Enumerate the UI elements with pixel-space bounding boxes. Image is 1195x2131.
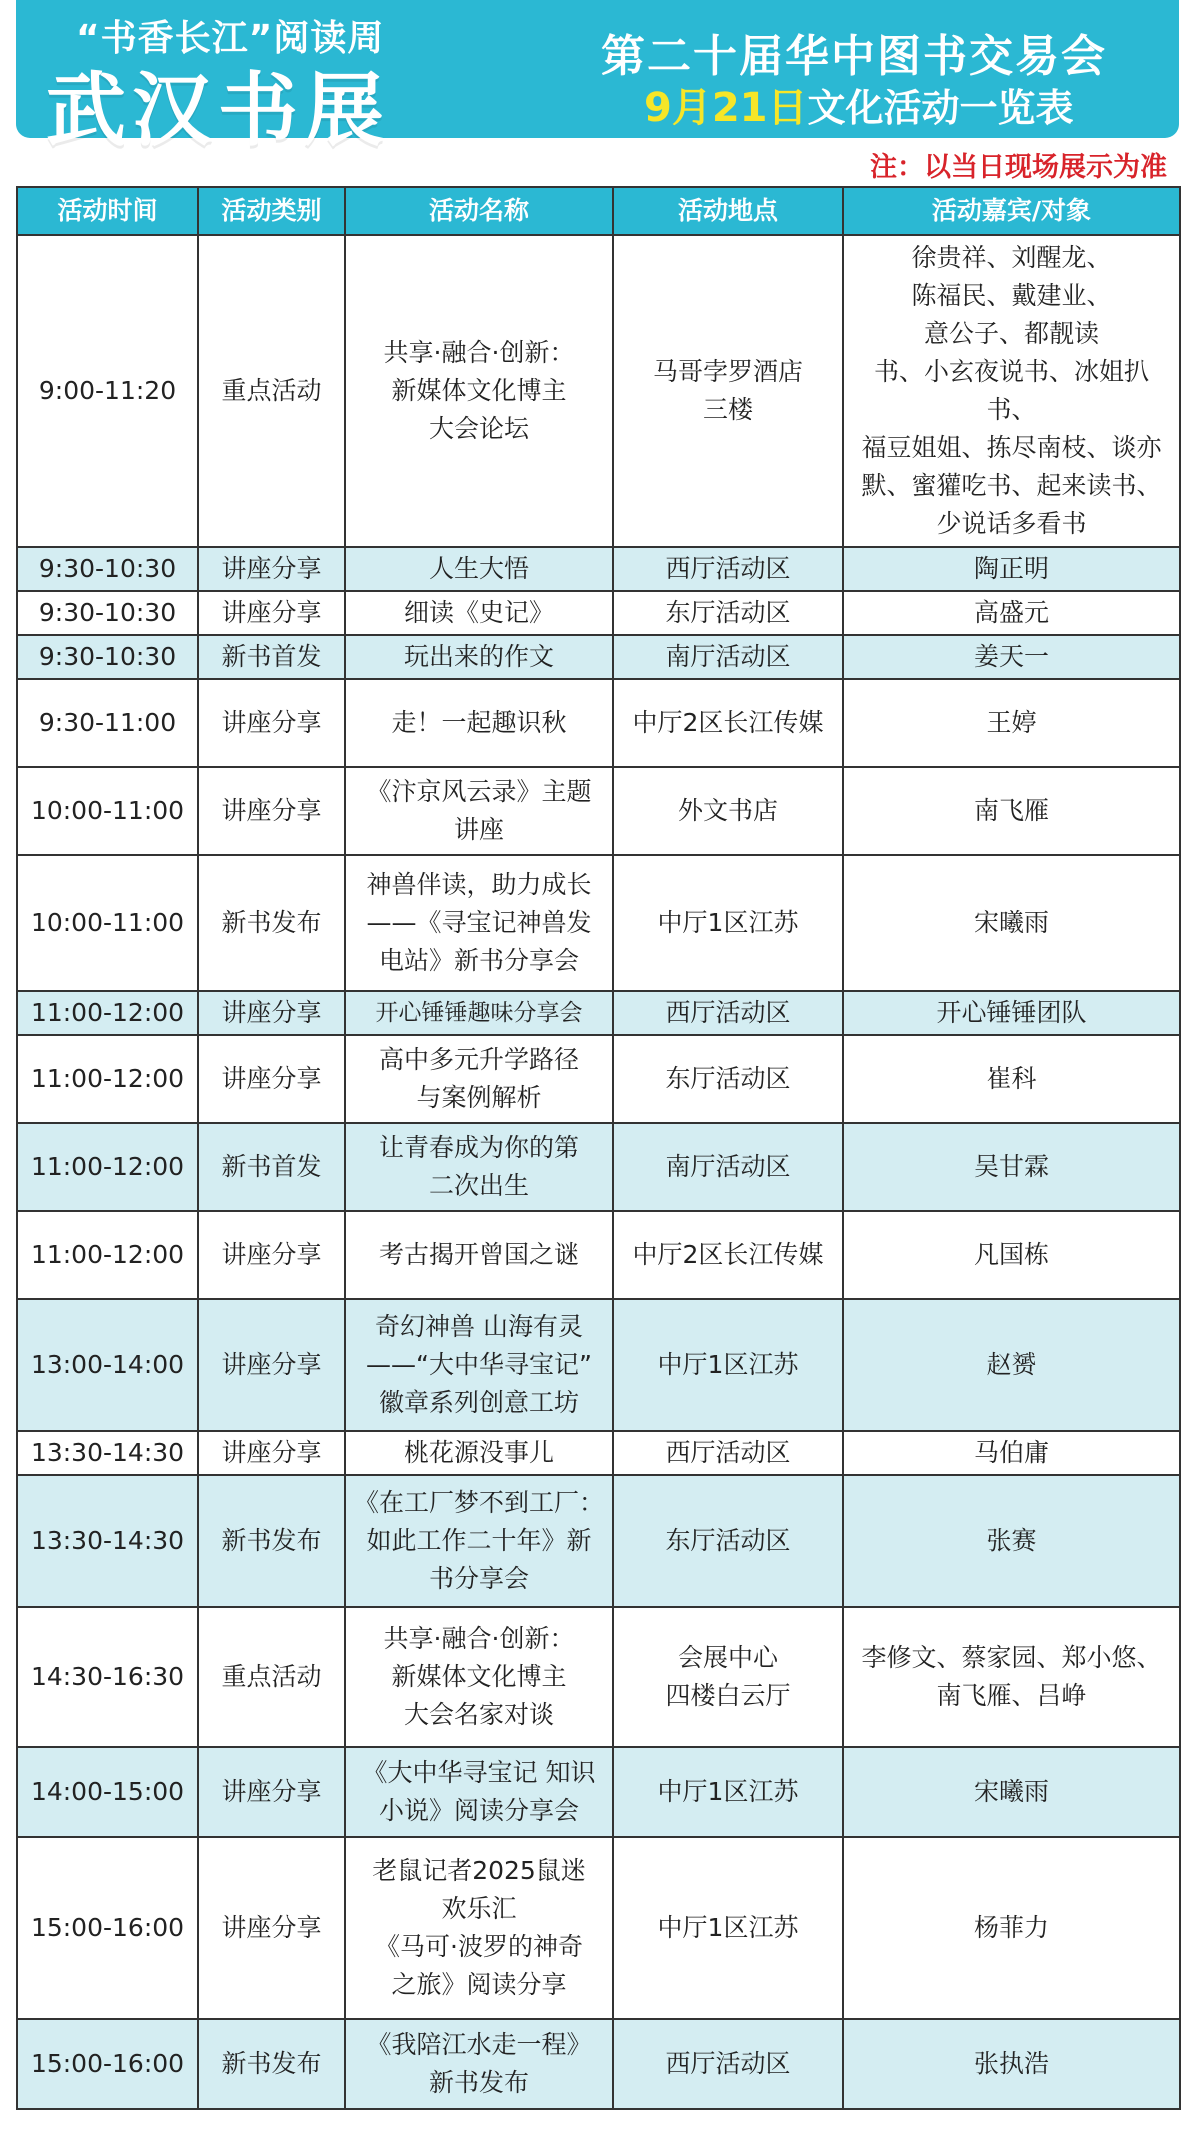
cell-location: 中厅1区江苏 xyxy=(613,1837,843,2019)
table-row xyxy=(17,679,1180,767)
col-header-category: 活动类别 xyxy=(198,187,345,235)
cell-guests: 陶正明 xyxy=(843,547,1180,591)
schedule-subtitle-text: 文化活动一览表 xyxy=(807,86,1074,130)
schedule-table xyxy=(16,186,1181,2110)
cell-location: 中厅1区江苏 xyxy=(613,1747,843,1837)
cell-location: 外文书店 xyxy=(613,767,843,855)
cell-guests: 张赛 xyxy=(843,1475,1180,1607)
table-row xyxy=(17,1211,1180,1299)
table-row xyxy=(17,1837,1180,2019)
cell-category: 新书发布 xyxy=(198,1475,345,1607)
cell-name: 人生大悟 xyxy=(345,547,613,591)
cell-category: 讲座分享 xyxy=(198,547,345,591)
cell-location: 东厅活动区 xyxy=(613,591,843,635)
cell-category: 新书发布 xyxy=(198,2019,345,2109)
cell-name: 高中多元升学路径 与案例解析 xyxy=(345,1035,613,1123)
header-banner xyxy=(16,0,1179,157)
cell-time: 14:00-15:00 xyxy=(17,1747,198,1837)
cell-location: 南厅活动区 xyxy=(613,635,843,679)
table-row xyxy=(17,1035,1180,1123)
table-row xyxy=(17,1607,1180,1747)
cell-name: 走！一起趣识秋 xyxy=(345,679,613,767)
cell-category: 讲座分享 xyxy=(198,1035,345,1123)
table-row xyxy=(17,235,1180,547)
cell-category: 讲座分享 xyxy=(198,591,345,635)
cell-time: 9:30-10:30 xyxy=(17,547,198,591)
cell-guests: 赵赟 xyxy=(843,1299,1180,1431)
cell-guests: 崔科 xyxy=(843,1035,1180,1123)
table-row xyxy=(17,991,1180,1035)
cell-location: 中厅1区江苏 xyxy=(613,1299,843,1431)
cell-time: 13:30-14:30 xyxy=(17,1475,198,1607)
schedule-subtitle xyxy=(644,76,1074,133)
cell-name: 老鼠记者2025鼠迷 欢乐汇 《马可·波罗的神奇 之旅》阅读分享 xyxy=(345,1837,613,2019)
cell-location: 西厅活动区 xyxy=(613,2019,843,2109)
cell-time: 11:00-12:00 xyxy=(17,1123,198,1211)
table-row xyxy=(17,635,1180,679)
cell-guests: 王婷 xyxy=(843,679,1180,767)
cell-category: 重点活动 xyxy=(198,1607,345,1747)
cell-time: 11:00-12:00 xyxy=(17,991,198,1035)
cell-time: 15:00-16:00 xyxy=(17,2019,198,2109)
page-title: 武汉书展 xyxy=(46,64,390,157)
cell-name: 《我陪江水走一程》 新书发布 xyxy=(345,2019,613,2109)
cell-name: 神兽伴读，助力成长 ——《寻宝记神兽发 电站》新书分享会 xyxy=(345,855,613,991)
cell-time: 9:30-11:00 xyxy=(17,679,198,767)
col-header-time: 活动时间 xyxy=(17,187,198,235)
col-header-name: 活动名称 xyxy=(345,187,613,235)
cell-name: 共享·融合·创新： 新媒体文化博主 大会论坛 xyxy=(345,235,613,547)
cell-location: 西厅活动区 xyxy=(613,1431,843,1475)
col-header-location: 活动地点 xyxy=(613,187,843,235)
table-row xyxy=(17,1299,1180,1431)
cell-time: 9:30-10:30 xyxy=(17,635,198,679)
cell-name: 《大中华寻宝记 知识 小说》阅读分享会 xyxy=(345,1747,613,1837)
cell-category: 讲座分享 xyxy=(198,1431,345,1475)
cell-location: 中厅1区江苏 xyxy=(613,855,843,991)
cell-guests: 杨菲力 xyxy=(843,1837,1180,2019)
table-row xyxy=(17,1747,1180,1837)
cell-category: 讲座分享 xyxy=(198,767,345,855)
cell-guests: 宋曦雨 xyxy=(843,1747,1180,1837)
cell-guests: 高盛元 xyxy=(843,591,1180,635)
cell-category: 新书首发 xyxy=(198,635,345,679)
cell-name: 共享·融合·创新： 新媒体文化博主 大会名家对谈 xyxy=(345,1607,613,1747)
cell-name: 《在工厂梦不到工厂： 如此工作二十年》新 书分享会 xyxy=(345,1475,613,1607)
fair-title: 第二十届华中图书交易会 xyxy=(601,31,1107,82)
cell-name: 桃花源没事儿 xyxy=(345,1431,613,1475)
cell-guests: 凡国栋 xyxy=(843,1211,1180,1299)
cell-location: 会展中心 四楼白云厅 xyxy=(613,1607,843,1747)
cell-category: 新书首发 xyxy=(198,1123,345,1211)
cell-location: 中厅2区长江传媒 xyxy=(613,1211,843,1299)
event-tagline: “书香长江”阅读周 xyxy=(76,18,385,59)
cell-category: 讲座分享 xyxy=(198,1837,345,2019)
cell-name: 开心锤锤趣味分享会 xyxy=(345,991,613,1035)
cell-time: 9:30-10:30 xyxy=(17,591,198,635)
notice-text: 注：以当日现场展示为准 xyxy=(870,152,1167,183)
cell-category: 讲座分享 xyxy=(198,1211,345,1299)
schedule-date: 9月21日 xyxy=(644,85,808,131)
table-row xyxy=(17,547,1180,591)
cell-category: 讲座分享 xyxy=(198,1299,345,1431)
cell-location: 中厅2区长江传媒 xyxy=(613,679,843,767)
cell-category: 重点活动 xyxy=(198,235,345,547)
cell-time: 10:00-11:00 xyxy=(17,855,198,991)
cell-category: 讲座分享 xyxy=(198,679,345,767)
col-header-guests: 活动嘉宾/对象 xyxy=(843,187,1180,235)
table-row xyxy=(17,1431,1180,1475)
cell-guests: 李修文、蔡家园、郑小悠、 南飞雁、吕峥 xyxy=(843,1607,1180,1747)
table-row xyxy=(17,1123,1180,1211)
table-row xyxy=(17,2019,1180,2109)
cell-category: 讲座分享 xyxy=(198,1747,345,1837)
cell-guests: 姜天一 xyxy=(843,635,1180,679)
cell-guests: 徐贵祥、刘醒龙、 陈福民、戴建业、 意公子、都靓读 书、小玄夜说书、冰姐扒书、 福豆姐姐、拣尽南枝、谈亦 默、蜜獾吃书、起来读书、 少说话多看书 xyxy=(843,235,1180,547)
cell-guests: 马伯庸 xyxy=(843,1431,1180,1475)
table-row xyxy=(17,591,1180,635)
cell-name: 《汴京风云录》主题 讲座 xyxy=(345,767,613,855)
cell-time: 10:00-11:00 xyxy=(17,767,198,855)
cell-time: 11:00-12:00 xyxy=(17,1035,198,1123)
cell-category: 讲座分享 xyxy=(198,991,345,1035)
cell-name: 细读《史记》 xyxy=(345,591,613,635)
cell-time: 11:00-12:00 xyxy=(17,1211,198,1299)
cell-location: 东厅活动区 xyxy=(613,1035,843,1123)
cell-location: 马哥孛罗酒店 三楼 xyxy=(613,235,843,547)
cell-name: 玩出来的作文 xyxy=(345,635,613,679)
table-header-row xyxy=(17,187,1180,235)
cell-guests: 宋曦雨 xyxy=(843,855,1180,991)
cell-location: 西厅活动区 xyxy=(613,547,843,591)
cell-name: 考古揭开曾国之谜 xyxy=(345,1211,613,1299)
table-row xyxy=(17,855,1180,991)
cell-location: 东厅活动区 xyxy=(613,1475,843,1607)
cell-guests: 南飞雁 xyxy=(843,767,1180,855)
table-row xyxy=(17,767,1180,855)
cell-time: 13:30-14:30 xyxy=(17,1431,198,1475)
cell-name: 奇幻神兽 山海有灵 ——“大中华寻宝记” 徽章系列创意工坊 xyxy=(345,1299,613,1431)
cell-guests: 张执浩 xyxy=(843,2019,1180,2109)
cell-location: 南厅活动区 xyxy=(613,1123,843,1211)
cell-time: 13:00-14:00 xyxy=(17,1299,198,1431)
cell-time: 15:00-16:00 xyxy=(17,1837,198,2019)
cell-category: 新书发布 xyxy=(198,855,345,991)
cell-time: 14:30-16:30 xyxy=(17,1607,198,1747)
cell-guests: 开心锤锤团队 xyxy=(843,991,1180,1035)
cell-time: 9:00-11:20 xyxy=(17,235,198,547)
cell-guests: 吴甘霖 xyxy=(843,1123,1180,1211)
table-row xyxy=(17,1475,1180,1607)
cell-name: 让青春成为你的第 二次出生 xyxy=(345,1123,613,1211)
cell-location: 西厅活动区 xyxy=(613,991,843,1035)
